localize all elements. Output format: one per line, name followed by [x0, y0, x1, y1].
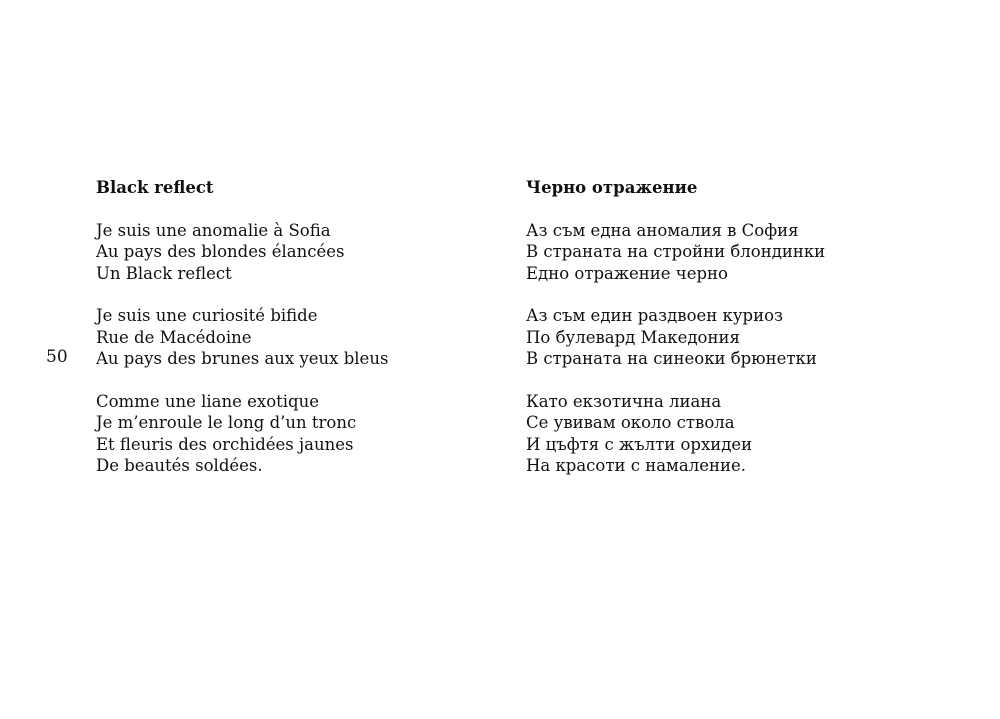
- french-stanza-1: [96, 220, 476, 284]
- poem-line: Un Black reflect: [96, 263, 232, 283]
- french-poem-title: Black reflect: [96, 178, 214, 197]
- poem-line: Едно отражение черно: [526, 263, 728, 283]
- poem-line: В страната на синеоки брюнетки: [526, 349, 817, 369]
- poem-line: Rue de Macédoine: [96, 327, 252, 347]
- poem-line: Au pays des blondes élancées: [96, 242, 345, 262]
- page-number: 50: [46, 347, 68, 367]
- bulgarian-poem: [526, 177, 926, 476]
- poem-line: Като екзотична лиана: [526, 391, 722, 411]
- bulgarian-poem-title: Черно отражение: [526, 178, 698, 197]
- bulgarian-stanza-3: [526, 391, 926, 477]
- bulgarian-stanza-2: [526, 305, 926, 369]
- poem-line: De beautés soldées.: [96, 456, 263, 476]
- poem-line: Au pays des brunes aux yeux bleus: [96, 349, 389, 369]
- french-stanza-2: [96, 305, 476, 369]
- poem-line: Je suis une anomalie à Sofia: [96, 220, 331, 240]
- bulgarian-stanza-1: [526, 220, 926, 284]
- french-poem: [96, 177, 476, 476]
- poem-line: Се увивам около ствола: [526, 413, 735, 433]
- poem-line: Je suis une curiosité bifide: [96, 306, 318, 326]
- poem-line: Je m’enroule le long d’un tronc: [96, 413, 357, 433]
- french-stanza-3: [96, 391, 476, 477]
- poem-line: В страната на стройни блондинки: [526, 242, 826, 262]
- poem-line: И цъфтя с жълти орхидеи: [526, 434, 753, 454]
- poem-line: Аз съм един раздвоен куриоз: [526, 306, 784, 326]
- poem-line: Comme une liane exotique: [96, 391, 320, 411]
- poem-line: По булевард Македония: [526, 327, 740, 347]
- poem-line: На красоти с намаление.: [526, 456, 746, 476]
- poem-line: Аз съм една аномалия в София: [526, 220, 799, 240]
- poem-line: Et fleuris des orchidées jaunes: [96, 434, 354, 454]
